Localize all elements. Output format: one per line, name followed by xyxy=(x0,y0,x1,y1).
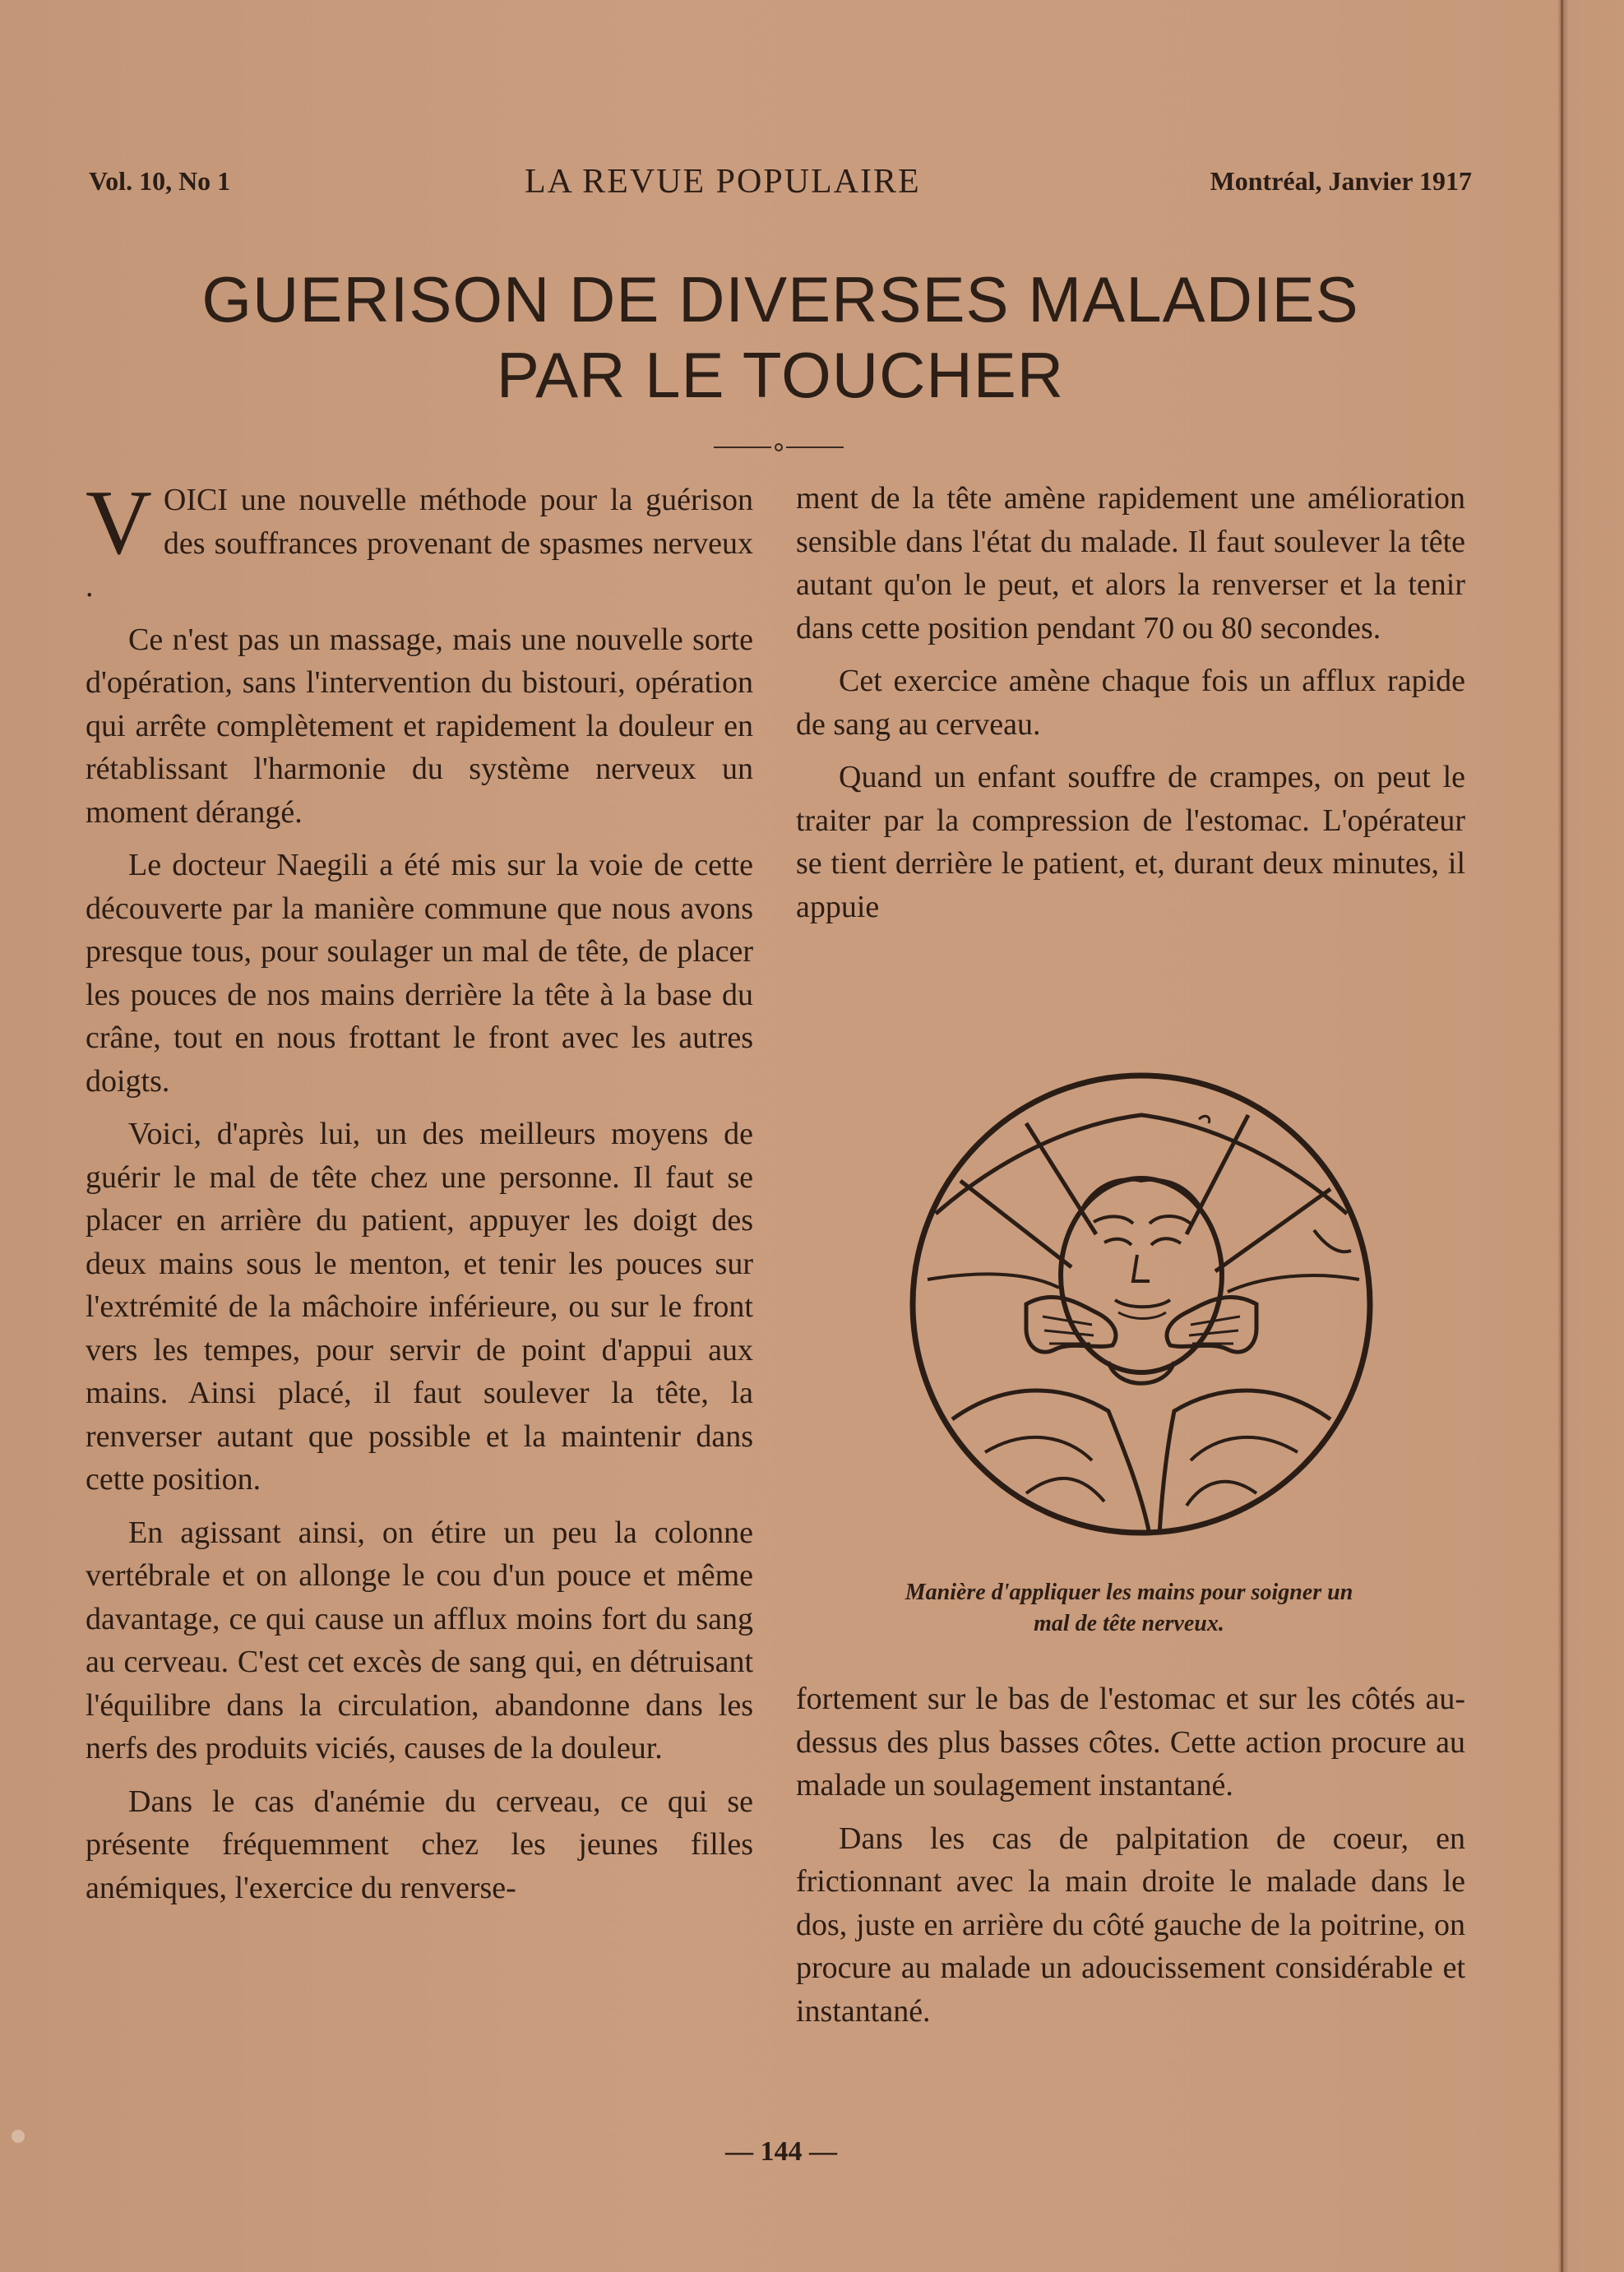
paragraph-1-text: OICI une nouvelle méthode pour la guérison des souffrances provenant de spasmes nerveux . xyxy=(86,483,753,604)
article-title xyxy=(89,261,1472,413)
page-number: — 144 — xyxy=(725,2136,837,2167)
page-fold xyxy=(1558,0,1624,2272)
paragraph-5: En agissant ainsi, on étire un peu la colonne vertébrale et on allonge le cou d'un pouce et même davantage, ce qui cause un afflux moins fort du sang au cerveau. C'est cet excès de sang qui, en détruisant l'équilibre dans la circulation, abandonne dans les nerfs des produits viciés, causes de la douleur. xyxy=(86,1515,753,1765)
drop-cap: V xyxy=(86,472,152,574)
head-massage-illustration xyxy=(903,1066,1380,1543)
illustration-caption xyxy=(796,1577,1462,1640)
right-column-bottom xyxy=(796,1677,1465,2043)
paragraph-6: Dans le cas d'anémie du cerveau, ce qui se présente fréquemment chez les jeunes filles anémiques, l'exercice du renverse- xyxy=(86,1784,753,1905)
volume-number: Vol. 10, No 1 xyxy=(89,166,231,196)
caption-line-1: Manière d'appliquer les mains pour soigner un xyxy=(905,1580,1353,1605)
paragraph-6-continued: ment de la tête amène rapidement une amélioration sensible dans l'état du malade. Il faut soulever la tête autant qu'on le peut, et alors la renverser et la tenir dans cette position pendant 70 ou 80 secondes. xyxy=(796,481,1465,646)
paper-speck xyxy=(12,2130,25,2143)
paragraph-1 xyxy=(86,472,753,608)
caption-line-2: mal de tête nerveux. xyxy=(1034,1611,1224,1636)
running-header xyxy=(89,164,1472,206)
paragraph-9: Dans les cas de palpitation de coeur, en frictionnant avec la main droite le malade dans le dos, juste en arrière du côté gauche de la poitrine, on procure au malade un adoucissement considérable et instantané. xyxy=(796,1821,1465,2029)
paragraph-7: Cet exercice amène chaque fois un afflux rapide de sang au cerveau. xyxy=(796,664,1465,742)
paragraph-4: Voici, d'après lui, un des meilleurs moyens de guérir le mal de tête chez une personne. Il faut se placer en arrière du patient, appuyer les doigt des deux mains sous le menton, et tenir les pouces sur l'extrémité de la mâchoire inférieure, ou sur le front vers les tempes, pour servir de point d'appui aux mains. Ainsi placé, il faut soulever la tête, la renverser autant que possible et la maintenir dans cette position. xyxy=(86,1117,753,1497)
title-line-2: PAR LE TOUCHER xyxy=(496,339,1065,411)
title-line-1: GUERISON DE DIVERSES MALADIES xyxy=(201,263,1359,335)
issue-date: Montréal, Janvier 1917 xyxy=(1210,166,1472,196)
fold-line xyxy=(1561,0,1563,2272)
paragraph-2: Ce n'est pas un massage, mais une nouvelle sorte d'opération, sans l'intervention du bistouri, opération qui arrête complètement et rapidement la douleur en rétablissant l'harmonie du système nerveux un moment dérangé. xyxy=(86,622,753,830)
ornamental-rule xyxy=(714,442,844,452)
paragraph-3: Le docteur Naegili a été mis sur la voie de cette découverte par la manière commune que nous avons presque tous, pour soulager un mal de tête, de placer les pouces de nos mains derrière la tête à la base du crâne, tout en nous frottant le front avec les autres doigts. xyxy=(86,848,753,1099)
magazine-name: LA REVUE POPULAIRE xyxy=(525,163,921,201)
right-column-top xyxy=(796,477,1465,938)
paragraph-8-continued: fortement sur le bas de l'estomac et sur les côtés au-dessus des plus basses côtes. Cette action procure au malade un soulagement instantané. xyxy=(796,1682,1465,1802)
left-column xyxy=(86,472,753,1919)
paragraph-8: Quand un enfant souffre de crampes, on peut le traiter par la compression de l'estomac. L'opérateur se tient derrière le patient, et, durant deux minutes, il appuie xyxy=(796,760,1465,924)
